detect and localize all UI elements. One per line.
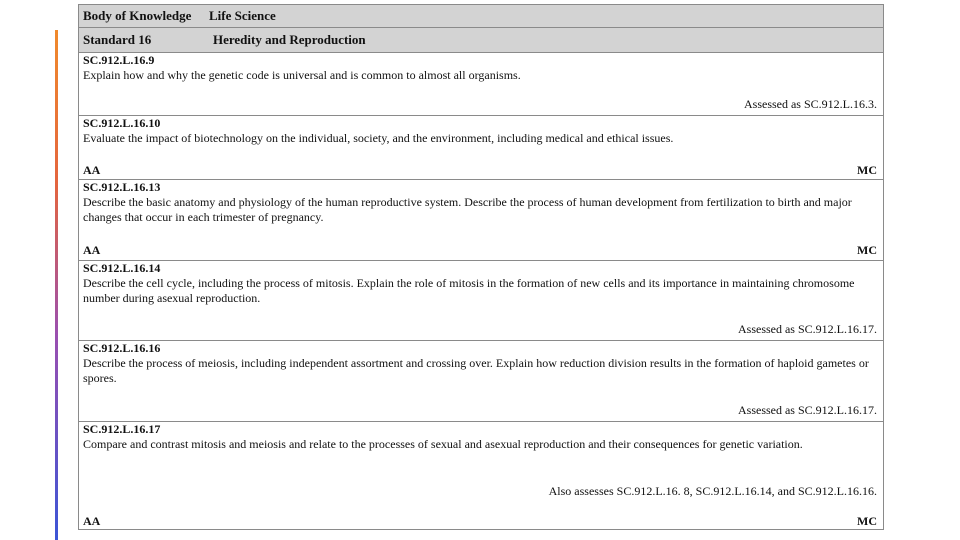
aa-tag: AA <box>83 243 101 257</box>
body-of-knowledge-header <box>79 5 883 28</box>
standard-header <box>79 28 883 53</box>
aa-tag: AA <box>83 163 101 177</box>
benchmark-description: Explain how and why the genetic code is universal and is common to almost all organisms. <box>83 68 521 82</box>
benchmark-description: Describe the cell cycle, including the process of mitosis. Explain the role of mitosis in the formation of new cells and its importance in maintaining chromosome number during asexual reproduction. <box>83 276 855 305</box>
benchmark-description: Describe the process of meiosis, including independent assortment and crossing over. Explain how reduction division results in the formation of haploid gametes or spores. <box>83 356 869 385</box>
benchmark-code: SC.912.L.16.9 <box>83 53 155 67</box>
benchmark-row-16-10 <box>79 116 883 180</box>
benchmark-description: Evaluate the impact of biotechnology on the individual, society, and the environment, including medical and ethical issues. <box>83 131 674 145</box>
body-value: Life Science <box>209 8 276 23</box>
benchmark-code: SC.912.L.16.10 <box>83 116 161 130</box>
mc-tag: MC <box>857 514 877 528</box>
benchmark-code: SC.912.L.16.13 <box>83 180 161 194</box>
mc-tag: MC <box>857 163 877 177</box>
aa-tag: AA <box>83 514 101 528</box>
benchmark-description: Compare and contrast mitosis and meiosis and relate to the processes of sexual and asexual reproduction and their consequences for genetic variation. <box>83 437 803 451</box>
benchmark-row-16-13 <box>79 180 883 261</box>
standard-label: Standard 16 <box>83 32 152 47</box>
benchmark-row-16-14 <box>79 261 883 341</box>
benchmark-code: SC.912.L.16.17 <box>83 422 161 436</box>
assessed-note: Assessed as SC.912.L.16.17. <box>737 403 877 417</box>
assessed-note: Assessed as SC.912.L.16.3. <box>743 97 877 111</box>
benchmark-row-16-16 <box>79 341 883 422</box>
assessed-note: Also assesses SC.912.L.16. 8, SC.912.L.16.14, and SC.912.L.16.16. <box>548 484 877 498</box>
assessed-note: Assessed as SC.912.L.16.17. <box>737 322 877 336</box>
mc-tag: MC <box>857 243 877 257</box>
benchmark-row-16-17 <box>79 422 883 529</box>
benchmark-code: SC.912.L.16.14 <box>83 261 161 275</box>
body-label: Body of Knowledge <box>83 8 192 23</box>
standard-value: Heredity and Reproduction <box>213 32 366 47</box>
standards-table <box>78 4 884 530</box>
benchmark-row-16-9 <box>79 53 883 116</box>
benchmark-code: SC.912.L.16.16 <box>83 341 161 355</box>
benchmark-description: Describe the basic anatomy and physiology of the human reproductive system. Describe the process of human development from fertilization to birth and major changes that occur in each trimester of pregnancy. <box>83 195 852 224</box>
accent-bar <box>55 30 58 540</box>
